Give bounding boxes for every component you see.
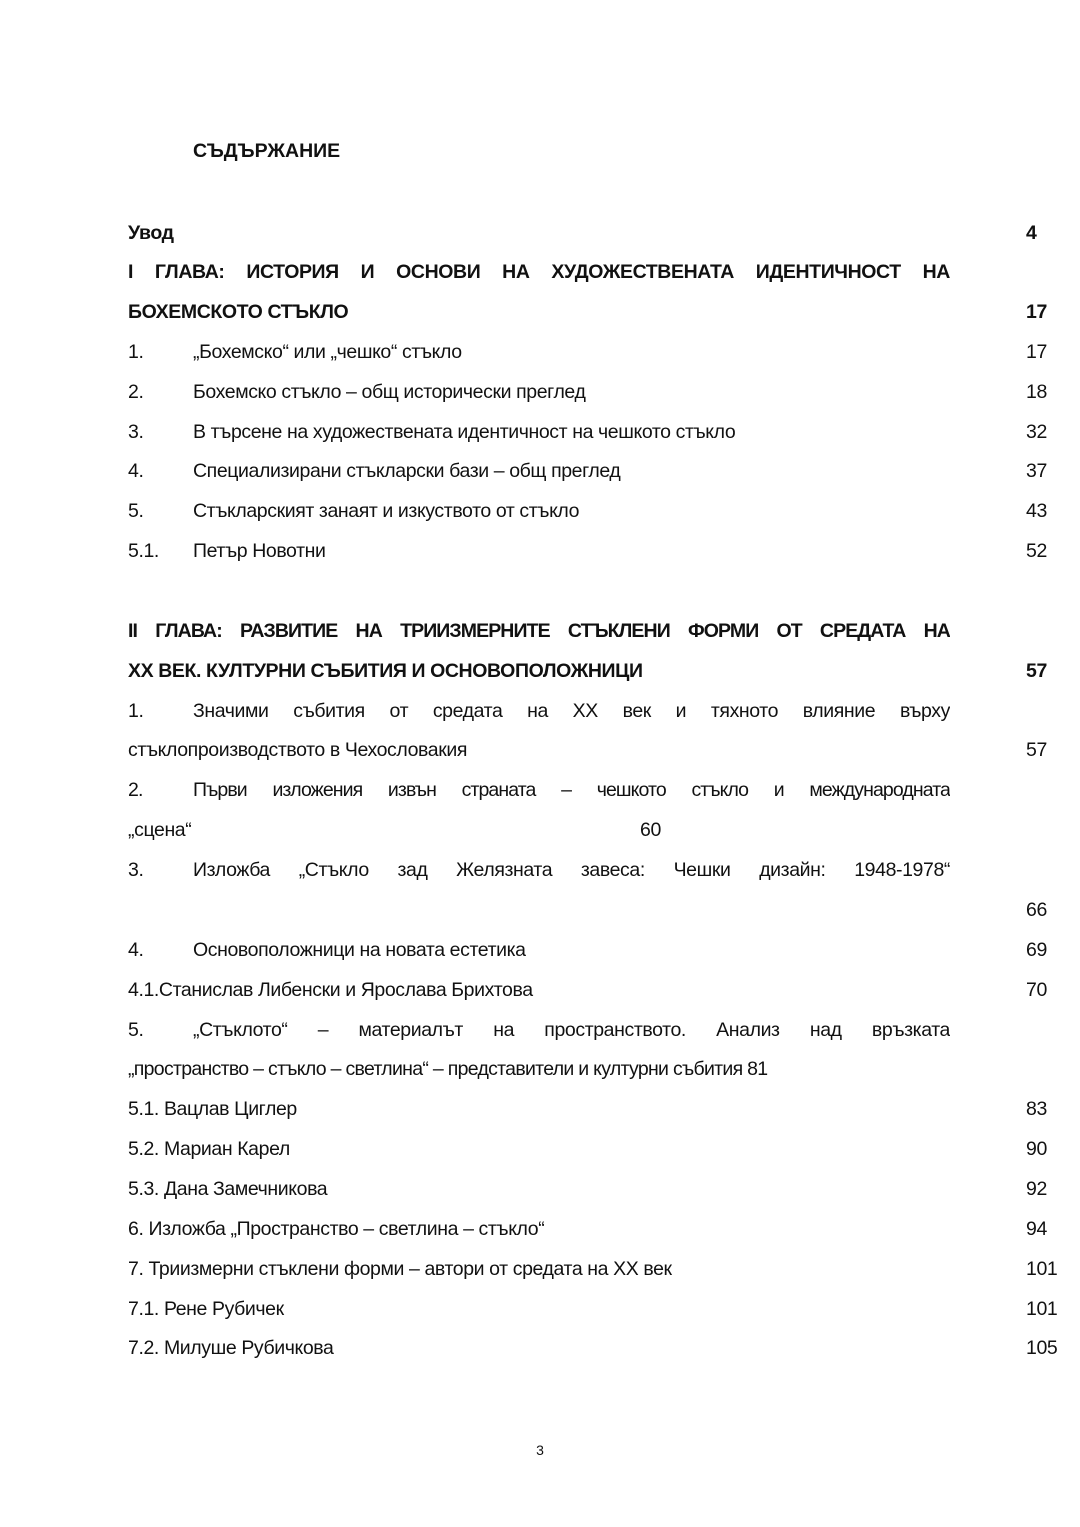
page-number: 3 — [536, 1442, 544, 1458]
toc-entry — [128, 777, 950, 803]
entry-page: 66 — [1026, 899, 1047, 921]
toc-entry — [128, 498, 1047, 524]
toc-entry — [128, 658, 1047, 684]
entry-text: Значими събития от средата на ХХ век и тяхното влияние върху — [193, 700, 950, 722]
toc-entry — [128, 817, 950, 843]
toc-entry — [128, 1296, 1058, 1322]
page-title: СЪДЪРЖАНИЕ — [193, 140, 341, 162]
toc-entry — [128, 1256, 1058, 1282]
entry-text: Специализирани стъкларски бази – общ преглед — [193, 460, 621, 482]
entry-number: 1. — [128, 341, 144, 363]
entry-page: 43 — [1026, 500, 1047, 522]
entry-page: 70 — [1026, 979, 1047, 1001]
entry-page: 17 — [1026, 341, 1047, 363]
toc-entry — [128, 299, 1047, 325]
entry-number: 5. — [128, 1019, 144, 1041]
entry-number: 4. — [128, 939, 144, 961]
entry-page: 52 — [1026, 540, 1047, 562]
toc-entry — [128, 937, 1047, 963]
entry-text: стъклопроизводството в Чехословакия — [128, 739, 468, 761]
toc-chapter-2 — [128, 618, 950, 644]
entry-page: 57 — [1026, 739, 1047, 761]
entry-page: 105 — [1026, 1337, 1058, 1359]
entry-page: 32 — [1026, 421, 1047, 443]
entry-number: 2. — [128, 779, 143, 801]
entry-text: 5.3. Дана Замечникова — [128, 1178, 328, 1200]
entry-page: 101 — [1026, 1298, 1058, 1320]
toc-entry — [128, 379, 1047, 405]
entry-page: 90 — [1026, 1138, 1047, 1160]
toc-entry — [128, 1176, 1047, 1202]
toc-entry — [128, 897, 1047, 923]
entry-page: 69 — [1026, 939, 1047, 961]
entry-text: Увод — [128, 222, 174, 244]
toc-entry — [128, 857, 950, 883]
toc-entry — [128, 1096, 1047, 1122]
entry-page: 37 — [1026, 460, 1047, 482]
toc-entry — [128, 1335, 1058, 1361]
entry-number: 1. — [128, 700, 144, 722]
toc-entry — [128, 220, 1037, 246]
toc-entry — [128, 419, 1047, 445]
entry-page: 18 — [1026, 381, 1047, 403]
entry-number: 3. — [128, 421, 144, 443]
entry-text: 5.2. Мариан Карел — [128, 1138, 290, 1160]
entry-text: Петър Новотни — [193, 540, 326, 562]
toc-entry — [128, 1017, 950, 1043]
entry-text: I ГЛАВА: ИСТОРИЯ И ОСНОВИ НА ХУДОЖЕСТВЕНАТА ИДЕНТИЧНОСТ НА — [128, 261, 950, 283]
entry-text: 6. Изложба „Пространство – светлина – стъкло“ — [128, 1218, 545, 1240]
entry-text: „пространство – стъкло – светлина“ – представители и културни събития 81 — [128, 1058, 768, 1080]
entry-text: 7.1. Рене Рубичек — [128, 1298, 284, 1320]
entry-text: „Стъклото“ – материалът на пространството. Анализ над връзката — [193, 1019, 950, 1041]
entry-number: 2. — [128, 381, 144, 403]
toc-entry — [128, 339, 1047, 365]
toc-entry — [128, 1216, 1047, 1242]
entry-text: БОХЕМСКОТО СТЪКЛО — [128, 301, 349, 323]
entry-page: 83 — [1026, 1098, 1047, 1120]
toc-entry — [128, 737, 1047, 763]
entry-text: II ГЛАВА: РАЗВИТИЕ НА ТРИИЗМЕРНИТЕ СТЪКЛЕНИ ФОРМИ ОТ СРЕДАТА НА — [128, 620, 950, 642]
toc-entry — [128, 1056, 950, 1082]
entry-page: 94 — [1026, 1218, 1047, 1240]
entry-page: 57 — [1026, 660, 1047, 682]
entry-text: „сцена“ — [128, 819, 192, 841]
entry-page: 101 — [1026, 1258, 1058, 1280]
entry-page: 92 — [1026, 1178, 1047, 1200]
entry-text: В търсене на художествената идентичност на чешкото стъкло — [193, 421, 736, 443]
entry-text: Основоположници на новата естетика — [193, 939, 526, 961]
entry-text: 5.1. Вацлав Циглер — [128, 1098, 297, 1120]
entry-text: 7.2. Милуше Рубичкова — [128, 1337, 334, 1359]
entry-text: „Бохемско“ или „чешко“ стъкло — [193, 341, 462, 363]
entry-text: Бохемско стъкло – общ исторически преглед — [193, 381, 586, 403]
toc-entry — [128, 458, 1047, 484]
toc-chapter-1 — [128, 259, 950, 285]
toc-entry — [128, 698, 950, 724]
toc-entry — [128, 538, 1047, 564]
entry-page: 17 — [1026, 301, 1047, 323]
entry-number: 5. — [128, 500, 144, 522]
entry-text: Първи изложения извън страната – чешкото стъкло и международната — [193, 779, 950, 801]
entry-text: Изложба „Стъкло зад Желязната завеса: Чешки дизайн: 1948-1978“ — [193, 859, 950, 881]
entry-number: 4. — [128, 460, 144, 482]
entry-text: 4.1.Станислав Либенски и Ярослава Брихтова — [128, 979, 533, 1001]
entry-page: 60 — [640, 819, 661, 841]
entry-page: 4 — [1026, 222, 1037, 244]
entry-text: Стъкларският занаят и изкуството от стъкло — [193, 500, 580, 522]
entry-number: 3. — [128, 859, 144, 881]
entry-text: 7. Триизмерни стъклени форми – автори от средата на ХХ век — [128, 1258, 672, 1280]
toc-entry — [128, 1136, 1047, 1162]
toc-entry — [128, 977, 1047, 1003]
entry-text: ХХ ВЕК. КУЛТУРНИ СЪБИТИЯ И ОСНОВОПОЛОЖНИЦИ — [128, 660, 643, 682]
entry-number: 5.1. — [128, 540, 159, 562]
